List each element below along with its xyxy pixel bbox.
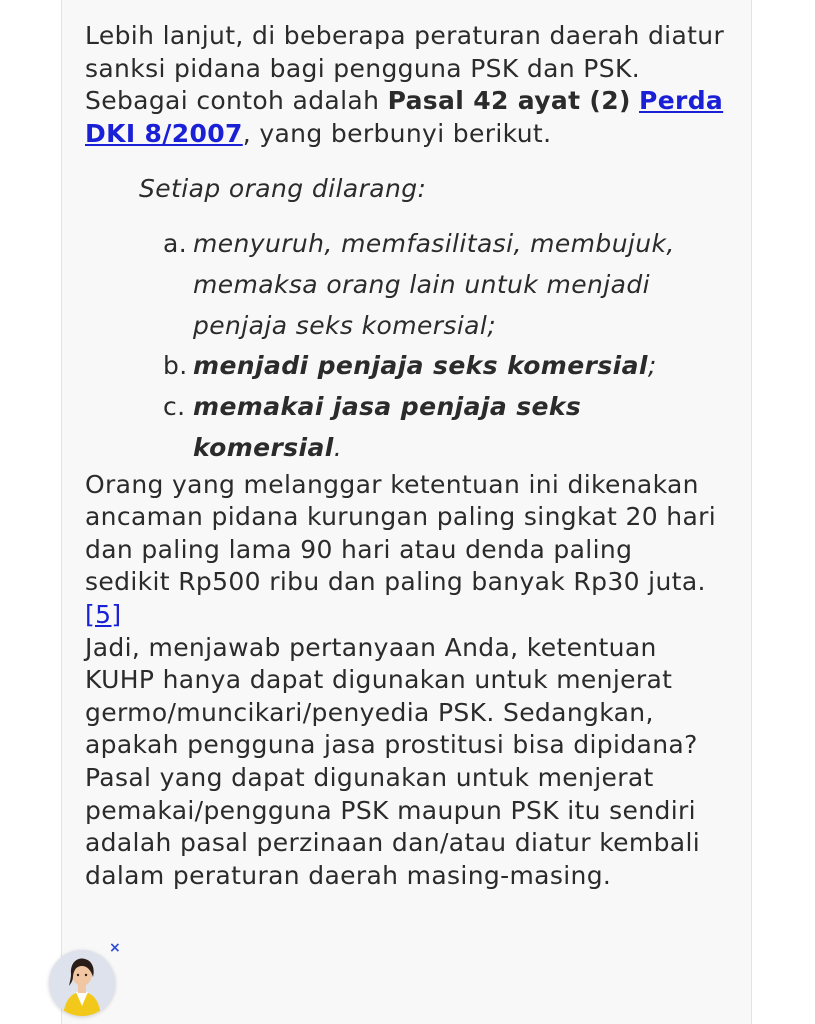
- list-item-tail: ;: [647, 351, 657, 381]
- paragraph-intro: [85, 20, 725, 150]
- paragraph-text: Orang yang melanggar ketentuan ini dikenakan ancaman pidana kurungan paling singkat 20 hari dan paling lama 90 hari atau denda paling sedikit Rp500 ribu dan paling banyak Rp30 juta.: [85, 469, 717, 597]
- list-marker: b.: [163, 351, 188, 381]
- paragraph-text: Lebih lanjut, di beberapa peraturan daerah diatur sanksi pidana bagi pengguna PSK dan PSK. Sebagai contoh adalah: [85, 21, 725, 116]
- paragraph-sanction: [85, 469, 725, 632]
- article-page: [61, 0, 752, 1024]
- list-item: [85, 224, 725, 346]
- close-icon[interactable]: ×: [109, 940, 121, 956]
- footnote-link[interactable]: [5]: [85, 599, 122, 629]
- list-item-text: menyuruh, memfasilitasi, membujuk, memaksa orang lain untuk menjadi penjaja seks komersial;: [193, 229, 675, 340]
- list-item-bold-text: memakai jasa penjaja seks komersial: [193, 392, 582, 462]
- quote-intro: Setiap orang dilarang:: [139, 174, 427, 204]
- list-item: [85, 387, 725, 468]
- article-body: [85, 20, 725, 892]
- paragraph-conclusion: Jadi, menjawab pertanyaan Anda, ketentuan KUHP hanya dapat digunakan untuk menjerat germo/muncikari/penyedia PSK. Sedangkan, apakah pengguna jasa prostitusi bisa dipidana? Pasal yang dapat digunakan untuk menjerat pemakai/pengguna PSK maupun PSK itu sendiri adalah pasal perzinaan dan/atau diatur kembali dalam peraturan daerah masing-masing.: [85, 632, 701, 890]
- list-item: [85, 346, 725, 387]
- list-item-tail: .: [333, 432, 343, 462]
- list-item-bold-text: menjadi penjaja seks komersial: [193, 351, 648, 381]
- list-marker: a.: [163, 229, 188, 259]
- quote-list: [85, 224, 725, 468]
- pasal-reference: Pasal 42 ayat (2): [387, 86, 631, 116]
- list-marker: c.: [163, 392, 186, 422]
- perda-link[interactable]: Perda DKI 8/2007: [85, 86, 724, 148]
- paragraph-text: , yang berbunyi berikut.: [242, 118, 552, 148]
- assistant-avatar-icon[interactable]: [49, 950, 115, 1016]
